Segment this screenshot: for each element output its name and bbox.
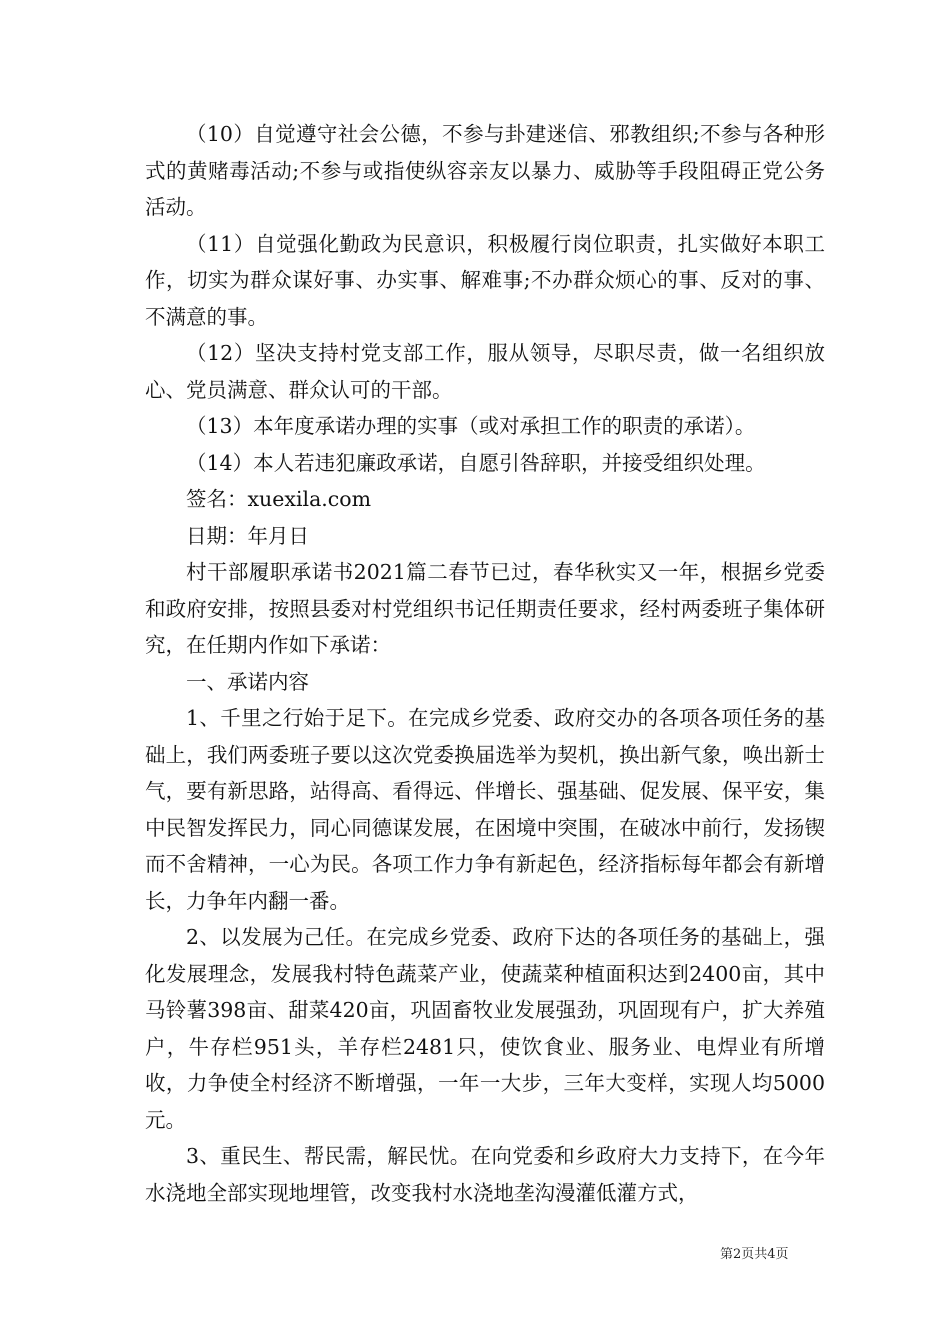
paragraph-pledge-12: （12）坚决支持村党支部工作，服从领导，尽职尽责，做一名组织放心、党员满意、群众认可的干部。 (145, 341, 825, 402)
paragraph-intro: 村干部履职承诺书2021篇二春节已过，春华秋实又一年，根据乡党委和政府安排，按照县委对村党组织书记任期责任要求，经村两委班子集体研究，在任期内作如下承诺： (145, 560, 825, 657)
paragraph-item-3: 3、重民生、帮民需，解民忧。在向党委和乡政府大力支持下，在今年水浇地全部实现地埋管，改变我村水浇地垄沟漫灌低灌方式， (145, 1144, 825, 1205)
date-line: 日期：年月日 (186, 523, 309, 548)
page-number-footer: 第2页共4页 (720, 1247, 789, 1262)
paragraph-pledge-14: （14）本人若违犯廉政承诺，自愿引咎辞职，并接受组织处理。 (186, 450, 766, 475)
paragraph-item-1: 1、千里之行始于足下。在完成乡党委、政府交办的各项各项任务的基础上，我们两委班子要以这次党委换届选举为契机，换出新气象，唤出新士气，要有新思路，站得高、看得远、伴增长、强基础、促发展、保平安，集中民智发挥民力，同心同德谋发展，在困境中突围，在破冰中前行，发扬锲而不舍精神，一心为民。各项工作力争有新起色，经济指标每年都会有新增长，力争年内翻一番。 (145, 706, 825, 913)
paragraph-pledge-13: （13）本年度承诺办理的实事（或对承担工作的职责的承诺）。 (186, 414, 756, 438)
document-body (145, 116, 825, 1211)
paragraph-pledge-10: （10）自觉遵守社会公德，不参与卦建迷信、邪教组织;不参与各种形式的黄赌毒活动;不参与或指使纵容亲友以暴力、威胁等手段阻碍正党公务活动。 (145, 122, 825, 219)
signature-line: 签名：xuexila.com (186, 487, 372, 511)
paragraph-item-2: 2、以发展为己任。在完成乡党委、政府下达的各项任务的基础上，强化发展理念，发展我村特色蔬菜产业，使蔬菜种植面积达到2400亩，其中马铃薯398亩、甜菜420亩，巩固畜牧业发展强劲，巩固现有户，扩大养殖户，牛存栏951头，羊存栏2481只，使饮食业、服务业、电焊业有所增收，力争使全村经济不断增强，一年一大步，三年大变样，实现人均5000元。 (145, 925, 825, 1132)
section-heading: 一、承诺内容 (186, 669, 309, 694)
paragraph-pledge-11: （11）自觉强化勤政为民意识，积极履行岗位职责，扎实做好本职工作，切实为群众谋好事、办实事、解难事;不办群众烦心的事、反对的事、不满意的事。 (145, 231, 825, 329)
